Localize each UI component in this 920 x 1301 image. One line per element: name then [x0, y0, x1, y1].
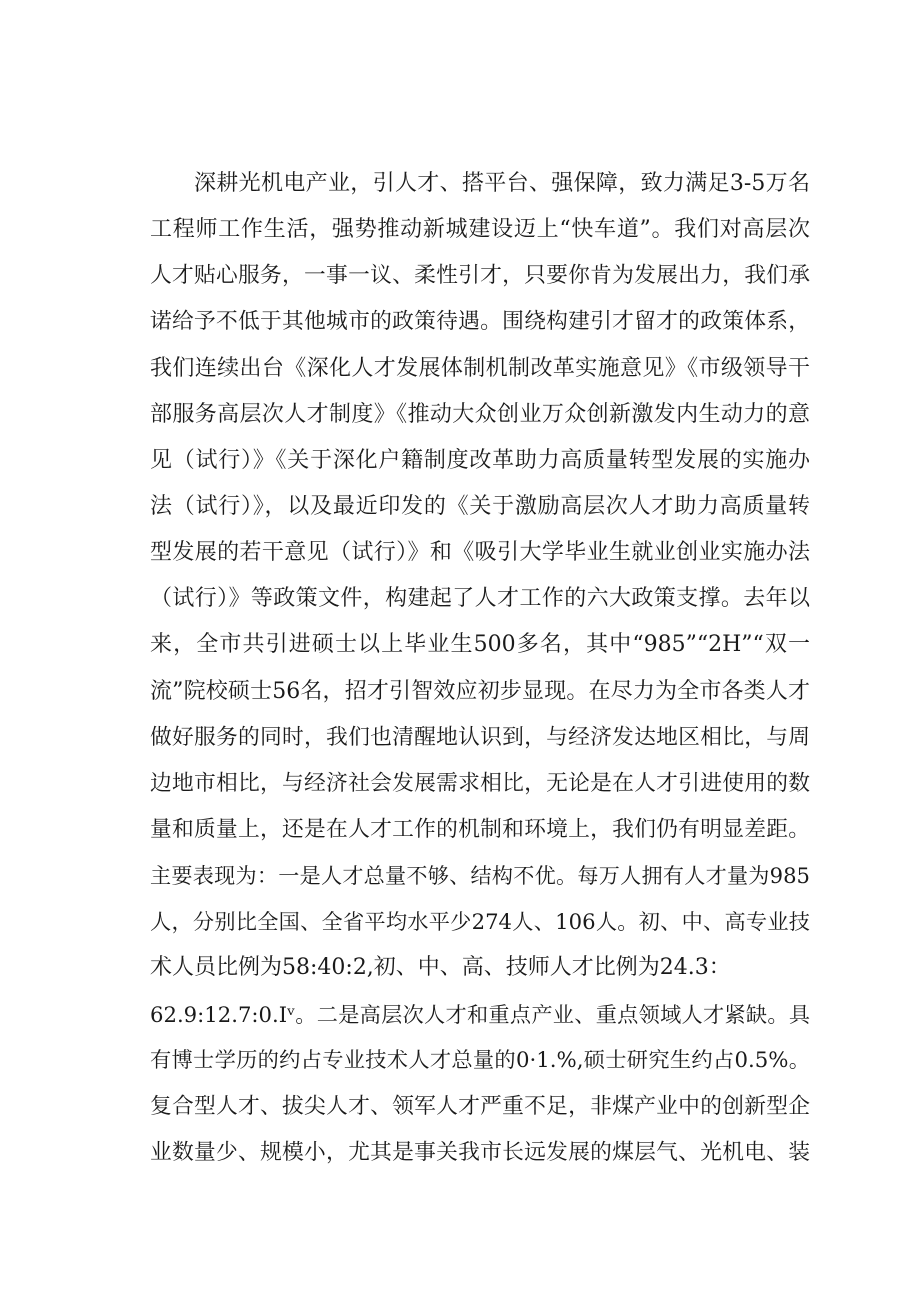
text-line: 法（试行）》，以及最近印发的《关于激励高层次人才助力高质量转 [150, 493, 810, 519]
text-line: 人才贴心服务，一事一议、柔性引才，只要你肯为发展出力，我们承 [150, 263, 810, 289]
text-line: 诺给予不低于其他城市的政策待遇。围绕构建引才留才的政策体系， [150, 309, 810, 335]
text-line: 复合型人才、拔尖人才、领军人才严重不足，非煤产业中的创新型企 [150, 1093, 810, 1119]
text-line: 型发展的若干意见（试行）》和《吸引大学毕业生就业创业实施办法 [150, 540, 810, 566]
text-line: 62.9:12.7:0.Iᵛ。二是高层次人才和重点产业、重点领域人才紧缺。具 [150, 1001, 810, 1027]
text-line: 术人员比例为58:40:2,初、中、高、技师人才比例为24.3： [150, 955, 731, 981]
text-line: 做好服务的同时，我们也清醒地认识到，与经济发达地区相比，与周 [150, 724, 810, 750]
body-paragraph [150, 161, 810, 1176]
text-line: 我们连续出台《深化人才发展体制机制改革实施意见》《市级领导干 [150, 355, 810, 381]
text-line: 边地市相比，与经济社会发展需求相比，无论是在人才引进使用的数 [150, 770, 810, 796]
text-line: 深耕光机电产业，引人才、搭平台、强保障，致力满足3-5万名 [194, 171, 810, 196]
text-line: （试行）》等政策文件，构建起了人才工作的六大政策支撑。去年以 [150, 586, 810, 612]
text-line: 部服务高层次人才制度》《推动大众创业万众创新激发内生动力的意 [150, 401, 810, 427]
text-line: 量和质量上，还是在人才工作的机制和环境上，我们仍有明显差距。 [150, 816, 810, 842]
text-line: 来，全市共引进硕士以上毕业生500多名，其中“985”“2H”“双一 [150, 632, 810, 658]
text-line: 主要表现为：一是人才总量不够、结构不优。每万人拥有人才量为985 [150, 863, 810, 889]
text-line: 流”院校硕士56名，招才引智效应初步显现。在尽力为全市各类人才 [150, 678, 810, 704]
text-line: 工程师工作生活，强势推动新城建设迈上“快车道”。我们对高层次 [150, 217, 810, 243]
text-line: 人，分别比全国、全省平均水平少274人、106人。初、中、高专业技 [150, 909, 810, 935]
text-line: 有博士学历的约占专业技术人才总量的0·1.%,硕士研究生约占0.5%。 [150, 1047, 810, 1073]
text-line: 业数量少、规模小，尤其是事关我市长远发展的煤层气、光机电、装 [150, 1139, 810, 1165]
text-line: 见（试行）》《关于深化户籍制度改革助力高质量转型发展的实施办 [150, 447, 810, 473]
